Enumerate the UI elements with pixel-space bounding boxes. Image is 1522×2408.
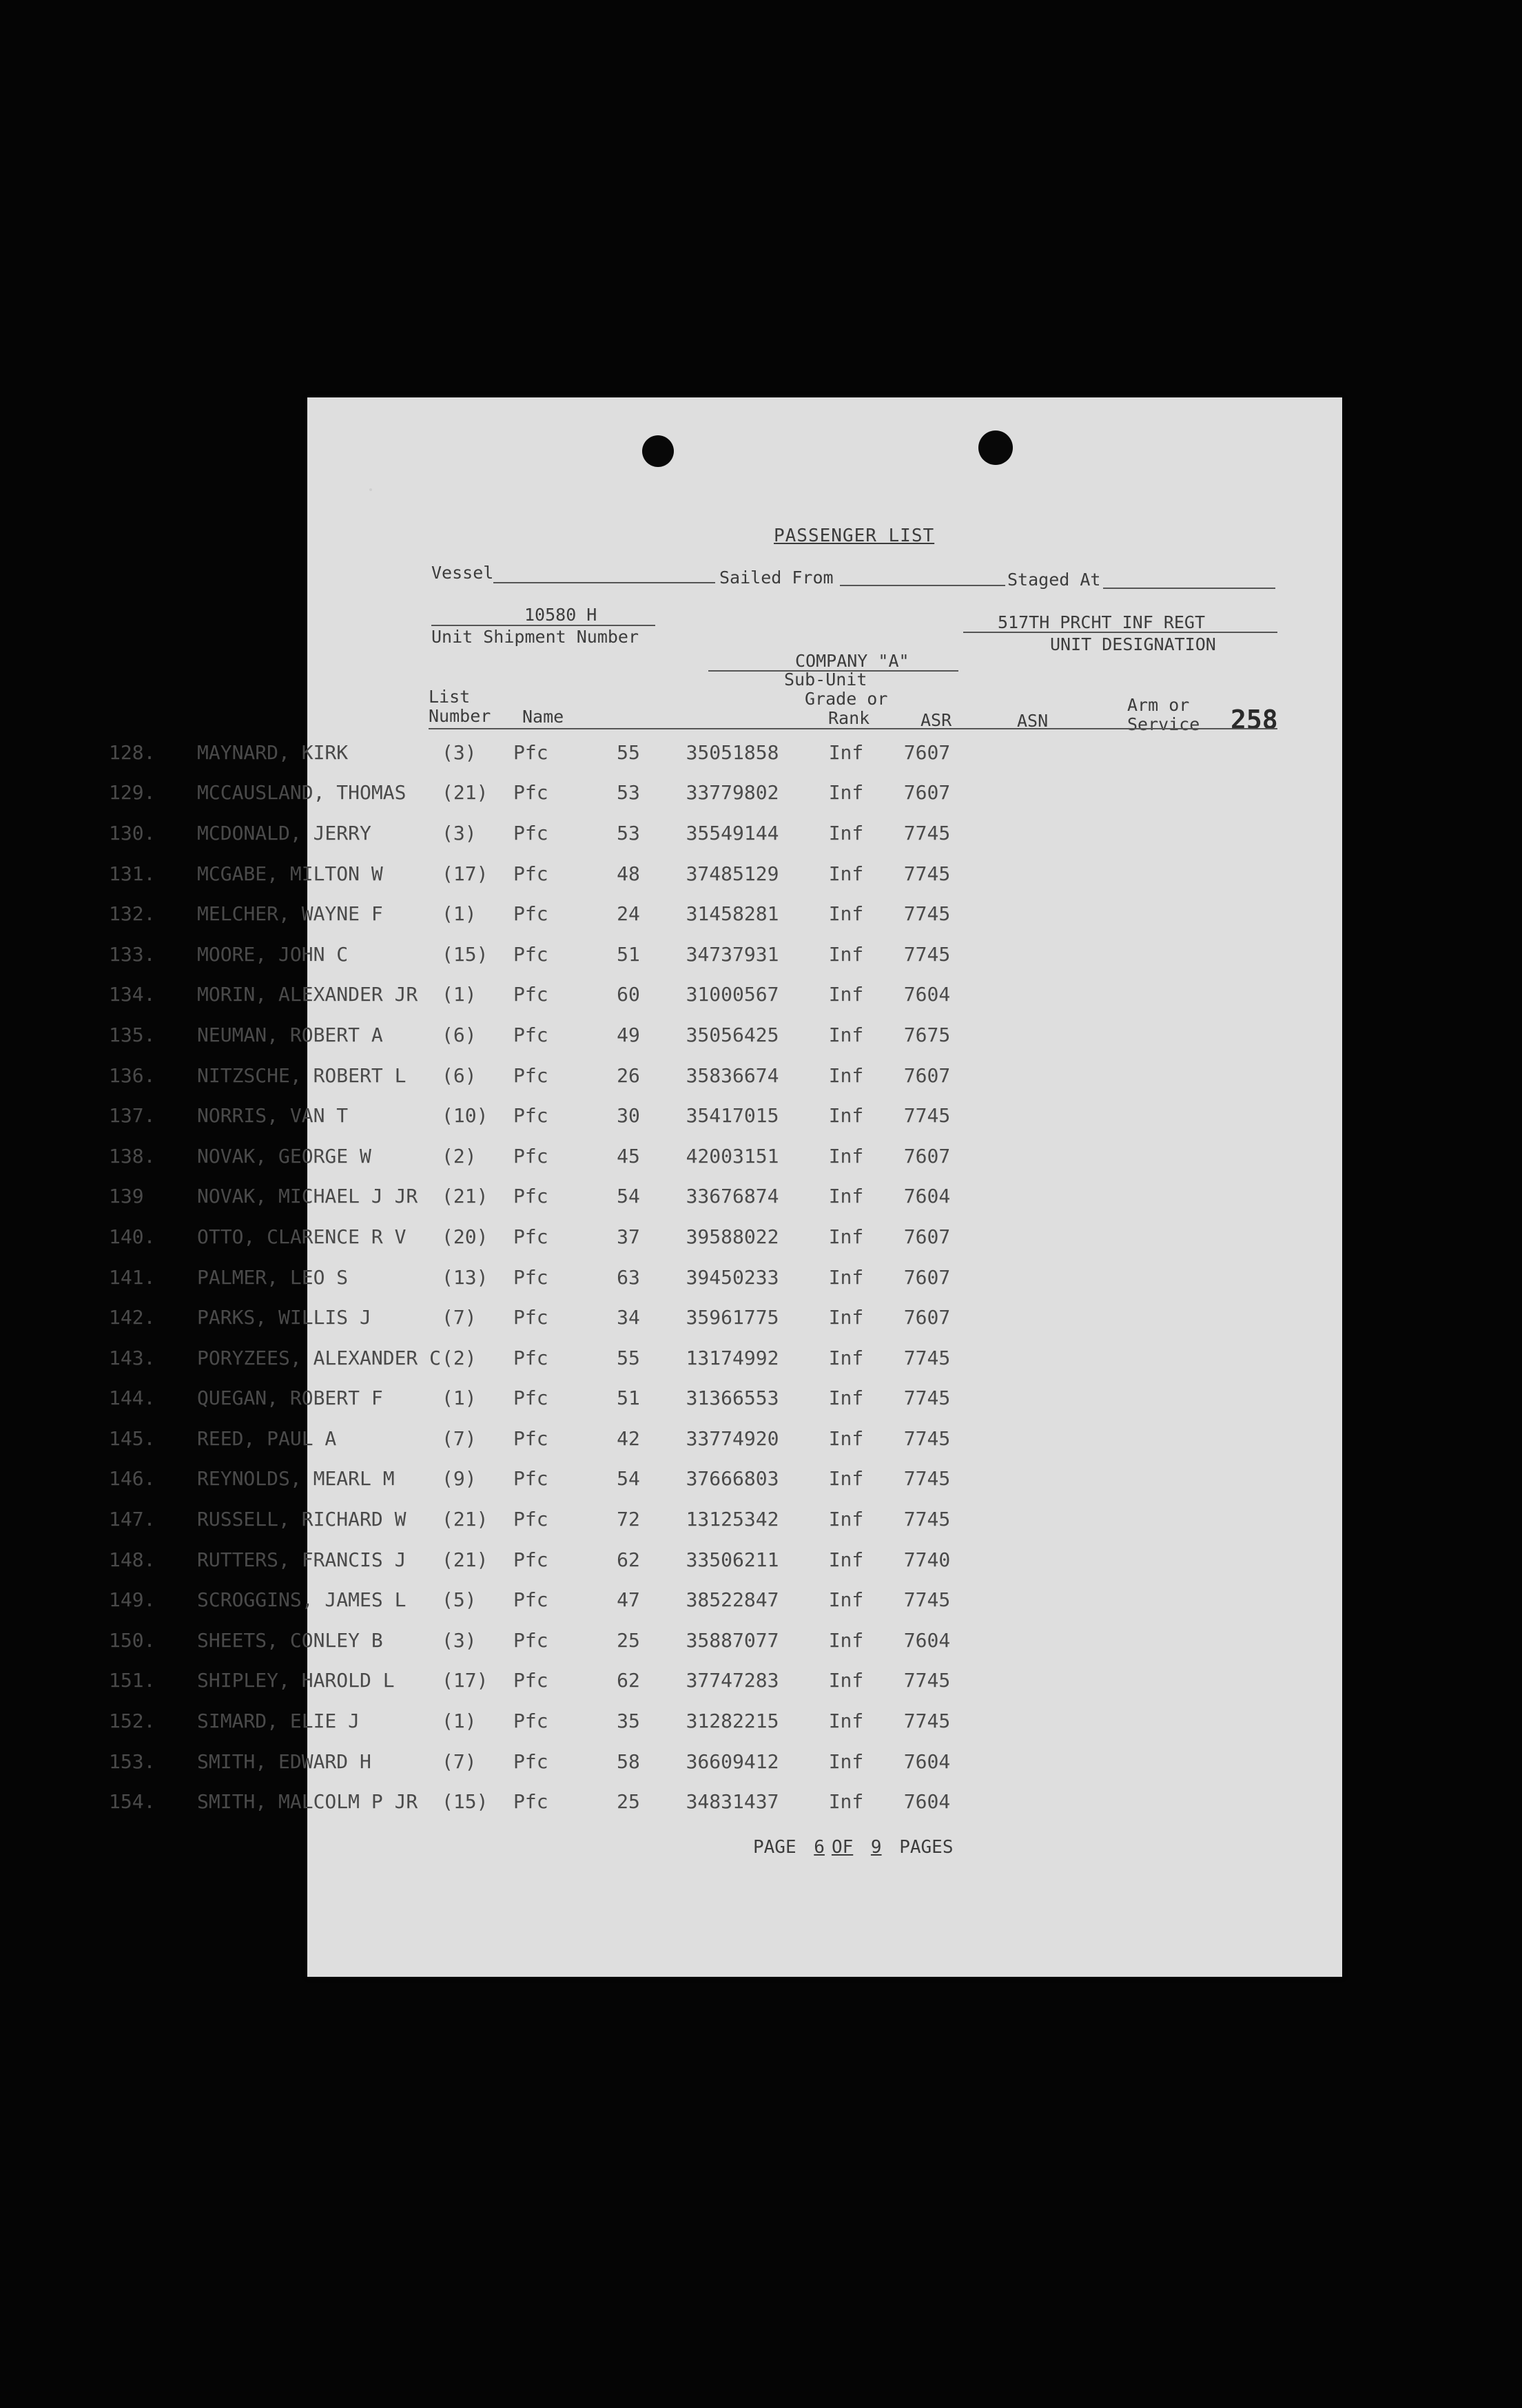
list-number-cell: 151. — [109, 1669, 156, 1692]
asr-cell: 62 — [617, 1669, 640, 1692]
list-number-cell: 153. — [109, 1750, 156, 1773]
asr-cell: 47 — [617, 1588, 640, 1612]
list-number-cell: 135. — [109, 1023, 156, 1046]
passenger-name-cell: PARKS, WILLIS J — [197, 1306, 371, 1329]
grade-cell: Pfc — [513, 1790, 548, 1814]
header-rule — [429, 728, 1277, 729]
mos-code-cell: 7745 — [903, 1104, 951, 1128]
footer-page-current: 6 — [814, 1837, 825, 1858]
mos-code-cell: 7604 — [903, 1750, 951, 1773]
grade-cell: Pfc — [513, 1306, 548, 1329]
passenger-name-cell: QUEGAN, ROBERT F — [197, 1387, 383, 1410]
list-number-cell: 128. — [109, 740, 156, 764]
grade-cell: Pfc — [513, 1265, 548, 1289]
asn-cell: 31282215 — [686, 1710, 779, 1733]
passenger-table — [109, 732, 970, 1822]
passenger-name-cell: NORRIS, VAN T — [197, 1104, 349, 1128]
mos-code-cell: 7745 — [903, 1467, 951, 1491]
mos-code-cell: 7740 — [903, 1548, 951, 1571]
col-grade-1: Grade or — [805, 689, 888, 709]
footer-page-word: PAGE — [753, 1837, 796, 1858]
vessel-line — [493, 582, 715, 583]
table-row — [109, 1176, 970, 1217]
sub-unit-cell: (3) — [442, 1628, 477, 1652]
sub-unit-cell: (21) — [442, 781, 489, 805]
passenger-name-cell: SHEETS, CONLEY B — [197, 1628, 383, 1652]
passenger-name-cell: REYNOLDS, MEARL M — [197, 1467, 395, 1491]
unit-shipment-number: 10580 H — [524, 605, 597, 625]
table-row — [109, 1620, 970, 1661]
table-row — [109, 1297, 970, 1338]
sub-unit-cell: (17) — [442, 1669, 489, 1692]
sub-unit-cell: (20) — [442, 1225, 489, 1248]
passenger-name-cell: REED, PAUL A — [197, 1426, 337, 1450]
arm-of-service-cell: Inf — [828, 1306, 864, 1329]
passenger-name-cell: MCCAUSLAND, THOMAS — [197, 781, 407, 805]
col-sub-unit: Sub-Unit — [784, 670, 867, 689]
grade-cell: Pfc — [513, 942, 548, 966]
grade-cell: Pfc — [513, 1710, 548, 1733]
unit-designation: 517TH PRCHT INF REGT — [998, 612, 1206, 632]
mos-code-cell: 7607 — [903, 1225, 951, 1248]
arm-of-service-cell: Inf — [828, 1750, 864, 1773]
asn-cell: 33779802 — [686, 781, 779, 805]
asr-cell: 30 — [617, 1104, 640, 1128]
asn-cell: 13174992 — [686, 1346, 779, 1369]
table-row — [109, 1701, 970, 1741]
arm-of-service-cell: Inf — [828, 983, 864, 1006]
table-row — [109, 853, 970, 894]
list-number-cell: 154. — [109, 1790, 156, 1814]
list-number-cell: 144. — [109, 1387, 156, 1410]
list-number-cell: 141. — [109, 1265, 156, 1289]
table-row — [109, 1015, 970, 1055]
speck — [369, 488, 372, 491]
table-row — [109, 1257, 970, 1298]
asn-cell: 35549144 — [686, 821, 779, 844]
table-row — [109, 1459, 970, 1499]
passenger-name-cell: NOVAK, MICHAEL J JR — [197, 1185, 418, 1208]
col-asn: ASN — [1017, 711, 1049, 731]
asn-cell: 33506211 — [686, 1548, 779, 1571]
passenger-name-cell: PORYZEES, ALEXANDER C — [197, 1346, 442, 1369]
list-number-cell: 140. — [109, 1225, 156, 1248]
sub-unit-cell: (15) — [442, 942, 489, 966]
passenger-name-cell: MCGABE, MILTON W — [197, 862, 383, 885]
asn-cell: 33774920 — [686, 1426, 779, 1450]
table-row — [109, 934, 970, 975]
passenger-name-cell: RUSSELL, RICHARD W — [197, 1508, 407, 1531]
col-arm-1: Arm or — [1127, 695, 1190, 715]
grade-cell: Pfc — [513, 902, 548, 926]
table-row — [109, 1136, 970, 1176]
arm-of-service-cell: Inf — [828, 1467, 864, 1491]
grade-cell: Pfc — [513, 1508, 548, 1531]
table-row — [109, 1418, 970, 1459]
asr-cell: 35 — [617, 1710, 640, 1733]
grade-cell: Pfc — [513, 1750, 548, 1773]
footer-page-total: 9 — [870, 1837, 882, 1858]
grade-cell: Pfc — [513, 1548, 548, 1571]
mos-code-cell: 7745 — [903, 1710, 951, 1733]
mos-code-cell: 7745 — [903, 1387, 951, 1410]
asr-cell: 49 — [617, 1023, 640, 1046]
list-number-cell: 134. — [109, 983, 156, 1006]
list-number-cell: 131. — [109, 862, 156, 885]
mos-code-cell: 7604 — [903, 983, 951, 1006]
page-stamp-number: 258 — [1231, 705, 1278, 735]
asn-cell: 37666803 — [686, 1467, 779, 1491]
asr-cell: 53 — [617, 821, 640, 844]
sailed-from-line — [840, 585, 1005, 586]
sub-unit-designation: COMPANY "A" — [795, 651, 909, 671]
list-number-cell: 139 — [109, 1185, 144, 1208]
staged-at-label: Staged At — [1007, 570, 1101, 590]
footer-pages-word: PAGES — [899, 1837, 954, 1858]
table-row — [109, 893, 970, 934]
asr-cell: 54 — [617, 1185, 640, 1208]
list-number-cell: 133. — [109, 942, 156, 966]
asr-cell: 55 — [617, 1346, 640, 1369]
mos-code-cell: 7607 — [903, 1306, 951, 1329]
punch-hole — [978, 430, 1013, 465]
col-list-number-2: Number — [429, 706, 491, 726]
table-row — [109, 1579, 970, 1620]
arm-of-service-cell: Inf — [828, 1426, 864, 1450]
asn-cell: 37485129 — [686, 862, 779, 885]
mos-code-cell: 7607 — [903, 781, 951, 805]
asr-cell: 48 — [617, 862, 640, 885]
grade-cell: Pfc — [513, 1144, 548, 1167]
arm-of-service-cell: Inf — [828, 902, 864, 926]
passenger-name-cell: RUTTERS, FRANCIS J — [197, 1548, 407, 1571]
arm-of-service-cell: Inf — [828, 1588, 864, 1612]
sub-unit-cell: (13) — [442, 1265, 489, 1289]
list-number-cell: 148. — [109, 1548, 156, 1571]
mos-code-cell: 7745 — [903, 1426, 951, 1450]
passenger-name-cell: MCDONALD, JERRY — [197, 821, 371, 844]
table-row — [109, 813, 970, 853]
passenger-name-cell: SMITH, MALCOLM P JR — [197, 1790, 418, 1814]
sub-unit-cell: (15) — [442, 1790, 489, 1814]
document-title: PASSENGER LIST — [774, 526, 935, 546]
sub-unit-cell: (3) — [442, 821, 477, 844]
mos-code-cell: 7745 — [903, 1346, 951, 1369]
asn-cell: 35887077 — [686, 1628, 779, 1652]
arm-of-service-cell: Inf — [828, 1104, 864, 1128]
sub-unit-cell: (7) — [442, 1750, 477, 1773]
grade-cell: Pfc — [513, 1346, 548, 1369]
asr-cell: 53 — [617, 781, 640, 805]
passenger-name-cell: SMITH, EDWARD H — [197, 1750, 371, 1773]
arm-of-service-cell: Inf — [828, 1669, 864, 1692]
sub-unit-cell: (2) — [442, 1346, 477, 1369]
passenger-name-cell: MORIN, ALEXANDER JR — [197, 983, 418, 1006]
arm-of-service-cell: Inf — [828, 1144, 864, 1167]
sub-unit-cell: (1) — [442, 1710, 477, 1733]
asr-cell: 34 — [617, 1306, 640, 1329]
passenger-name-cell: SCROGGINS, JAMES L — [197, 1588, 407, 1612]
asr-cell: 42 — [617, 1426, 640, 1450]
asr-cell: 58 — [617, 1750, 640, 1773]
asr-cell: 26 — [617, 1063, 640, 1087]
sub-unit-cell: (7) — [442, 1306, 477, 1329]
passenger-name-cell: NITZSCHE, ROBERT L — [197, 1063, 407, 1087]
mos-code-cell: 7607 — [903, 1144, 951, 1167]
asn-cell: 31366553 — [686, 1387, 779, 1410]
mos-code-cell: 7745 — [903, 902, 951, 926]
arm-of-service-cell: Inf — [828, 1265, 864, 1289]
vessel-label: Vessel — [431, 563, 494, 583]
grade-cell: Pfc — [513, 1387, 548, 1410]
asn-cell: 37747283 — [686, 1669, 779, 1692]
list-number-cell: 132. — [109, 902, 156, 926]
asr-cell: 25 — [617, 1790, 640, 1814]
mos-code-cell: 7607 — [903, 1063, 951, 1087]
sub-unit-cell: (7) — [442, 1426, 477, 1450]
mos-code-cell: 7745 — [903, 1588, 951, 1612]
grade-cell: Pfc — [513, 1225, 548, 1248]
asn-cell: 35836674 — [686, 1063, 779, 1087]
table-row — [109, 1741, 970, 1782]
sub-unit-cell: (17) — [442, 862, 489, 885]
asn-cell: 35051858 — [686, 740, 779, 764]
list-number-cell: 136. — [109, 1063, 156, 1087]
list-number-cell: 137. — [109, 1104, 156, 1128]
unit-designation-label: UNIT DESIGNATION — [1050, 634, 1216, 654]
list-number-cell: 147. — [109, 1508, 156, 1531]
passenger-rows — [109, 732, 970, 1822]
passenger-name-cell: MOORE, JOHN C — [197, 942, 349, 966]
col-name: Name — [522, 707, 564, 727]
grade-cell: Pfc — [513, 1669, 548, 1692]
sub-unit-cell: (21) — [442, 1508, 489, 1531]
grade-cell: Pfc — [513, 1467, 548, 1491]
unit-shipment-line — [431, 625, 655, 626]
unit-shipment-number-label: Unit Shipment Number — [431, 627, 639, 647]
grade-cell: Pfc — [513, 1588, 548, 1612]
mos-code-cell: 7745 — [903, 862, 951, 885]
table-row — [109, 1216, 970, 1257]
grade-cell: Pfc — [513, 862, 548, 885]
asn-cell: 35417015 — [686, 1104, 779, 1128]
sub-unit-cell: (21) — [442, 1185, 489, 1208]
asn-cell: 13125342 — [686, 1508, 779, 1531]
list-number-cell: 152. — [109, 1710, 156, 1733]
sub-unit-cell: (1) — [442, 983, 477, 1006]
sub-unit-cell: (6) — [442, 1063, 477, 1087]
grade-cell: Pfc — [513, 1628, 548, 1652]
table-row — [109, 1539, 970, 1580]
mos-code-cell: 7745 — [903, 821, 951, 844]
asn-cell: 35961775 — [686, 1306, 779, 1329]
table-row — [109, 1095, 970, 1136]
asr-cell: 63 — [617, 1265, 640, 1289]
grade-cell: Pfc — [513, 1426, 548, 1450]
grade-cell: Pfc — [513, 1104, 548, 1128]
passenger-name-cell: MELCHER, WAYNE F — [197, 902, 383, 926]
asr-cell: 45 — [617, 1144, 640, 1167]
arm-of-service-cell: Inf — [828, 1387, 864, 1410]
list-number-cell: 146. — [109, 1467, 156, 1491]
col-list-number-1: List — [429, 687, 471, 707]
asr-cell: 51 — [617, 942, 640, 966]
mos-code-cell: 7675 — [903, 1023, 951, 1046]
asn-cell: 36609412 — [686, 1750, 779, 1773]
asr-cell: 72 — [617, 1508, 640, 1531]
mos-code-cell: 7607 — [903, 1265, 951, 1289]
sub-unit-cell: (1) — [442, 1387, 477, 1410]
passenger-name-cell: SHIPLEY, HAROLD L — [197, 1669, 395, 1692]
arm-of-service-cell: Inf — [828, 1225, 864, 1248]
asr-cell: 37 — [617, 1225, 640, 1248]
col-arm-2: Service — [1127, 714, 1200, 734]
asn-cell: 38522847 — [686, 1588, 779, 1612]
sub-unit-cell: (2) — [442, 1144, 477, 1167]
asn-cell: 34831437 — [686, 1790, 779, 1814]
grade-cell: Pfc — [513, 740, 548, 764]
page-footer — [753, 1837, 954, 1858]
table-row — [109, 1378, 970, 1419]
grade-cell: Pfc — [513, 821, 548, 844]
footer-of-word: OF — [831, 1837, 854, 1858]
arm-of-service-cell: Inf — [828, 781, 864, 805]
grade-cell: Pfc — [513, 983, 548, 1006]
arm-of-service-cell: Inf — [828, 1548, 864, 1571]
asn-cell: 39588022 — [686, 1225, 779, 1248]
arm-of-service-cell: Inf — [828, 1023, 864, 1046]
sub-unit-cell: (9) — [442, 1467, 477, 1491]
asr-cell: 25 — [617, 1628, 640, 1652]
passenger-name-cell: NOVAK, GEORGE W — [197, 1144, 371, 1167]
mos-code-cell: 7745 — [903, 1669, 951, 1692]
table-row — [109, 975, 970, 1015]
sub-unit-cell: (5) — [442, 1588, 477, 1612]
mos-code-cell: 7604 — [903, 1628, 951, 1652]
asn-cell: 34737931 — [686, 942, 779, 966]
asr-cell: 60 — [617, 983, 640, 1006]
table-row — [109, 1661, 970, 1701]
sub-unit-cell: (21) — [442, 1548, 489, 1571]
list-number-cell: 142. — [109, 1306, 156, 1329]
list-number-cell: 130. — [109, 821, 156, 844]
arm-of-service-cell: Inf — [828, 1063, 864, 1087]
passenger-name-cell: NEUMAN, ROBERT A — [197, 1023, 383, 1046]
asn-cell: 31000567 — [686, 983, 779, 1006]
asn-cell: 33676874 — [686, 1185, 779, 1208]
table-row — [109, 1055, 970, 1096]
asr-cell: 55 — [617, 740, 640, 764]
arm-of-service-cell: Inf — [828, 740, 864, 764]
col-asr: ASR — [921, 710, 952, 730]
asr-cell: 62 — [617, 1548, 640, 1571]
arm-of-service-cell: Inf — [828, 1710, 864, 1733]
grade-cell: Pfc — [513, 1023, 548, 1046]
table-row — [109, 1499, 970, 1539]
arm-of-service-cell: Inf — [828, 1185, 864, 1208]
col-grade-2: Rank — [828, 708, 870, 728]
arm-of-service-cell: Inf — [828, 821, 864, 844]
asn-cell: 42003151 — [686, 1144, 779, 1167]
sub-unit-cell: (1) — [442, 902, 477, 926]
passenger-name-cell: SIMARD, ELIE J — [197, 1710, 360, 1733]
passenger-name-cell: PALMER, LEO S — [197, 1265, 349, 1289]
list-number-cell: 149. — [109, 1588, 156, 1612]
mos-code-cell: 7745 — [903, 1508, 951, 1531]
passenger-name-cell: MAYNARD, KIRK — [197, 740, 349, 764]
asr-cell: 51 — [617, 1387, 640, 1410]
grade-cell: Pfc — [513, 1063, 548, 1087]
mos-code-cell: 7745 — [903, 942, 951, 966]
sub-unit-cell: (3) — [442, 740, 477, 764]
asr-cell: 24 — [617, 902, 640, 926]
grade-cell: Pfc — [513, 1185, 548, 1208]
mos-code-cell: 7607 — [903, 740, 951, 764]
sailed-from-label: Sailed From — [719, 568, 834, 588]
grade-cell: Pfc — [513, 781, 548, 805]
asn-cell: 31458281 — [686, 902, 779, 926]
punch-hole — [642, 435, 674, 467]
asn-cell: 39450233 — [686, 1265, 779, 1289]
list-number-cell: 150. — [109, 1628, 156, 1652]
passenger-name-cell: OTTO, CLARENCE R V — [197, 1225, 407, 1248]
mos-code-cell: 7604 — [903, 1790, 951, 1814]
table-row — [109, 1781, 970, 1822]
arm-of-service-cell: Inf — [828, 1508, 864, 1531]
list-number-cell: 143. — [109, 1346, 156, 1369]
asr-cell: 54 — [617, 1467, 640, 1491]
table-row — [109, 1338, 970, 1378]
arm-of-service-cell: Inf — [828, 1346, 864, 1369]
sub-unit-cell: (6) — [442, 1023, 477, 1046]
list-number-cell: 138. — [109, 1144, 156, 1167]
table-row — [109, 732, 970, 773]
arm-of-service-cell: Inf — [828, 942, 864, 966]
staged-at-line — [1103, 588, 1275, 589]
list-number-cell: 145. — [109, 1426, 156, 1450]
arm-of-service-cell: Inf — [828, 1790, 864, 1814]
arm-of-service-cell: Inf — [828, 1628, 864, 1652]
table-row — [109, 773, 970, 813]
asn-cell: 35056425 — [686, 1023, 779, 1046]
mos-code-cell: 7604 — [903, 1185, 951, 1208]
sub-unit-cell: (10) — [442, 1104, 489, 1128]
list-number-cell: 129. — [109, 781, 156, 805]
arm-of-service-cell: Inf — [828, 862, 864, 885]
unit-designation-line — [963, 632, 1277, 633]
